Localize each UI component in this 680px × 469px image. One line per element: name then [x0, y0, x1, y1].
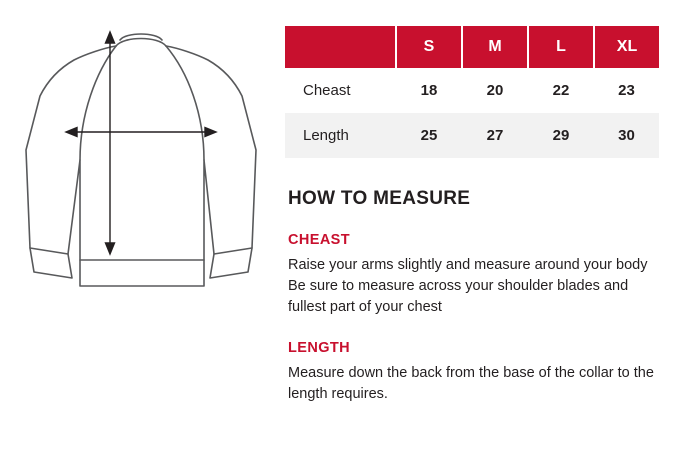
- table-row: [285, 68, 659, 113]
- table-header-size-l: L: [528, 26, 594, 68]
- cheast-value-l: 22: [528, 68, 594, 113]
- row-label-length: Length: [285, 113, 396, 158]
- chest-arrow-head-right: [205, 128, 216, 137]
- size-table-header: [285, 26, 659, 68]
- table-corner-cell: [285, 26, 396, 68]
- table-header-size-xl: XL: [594, 26, 659, 68]
- size-table: [285, 26, 659, 158]
- section-body-length: Measure down the back from the base of the collar to the length requires.: [288, 365, 654, 403]
- cheast-value-m: 20: [462, 68, 528, 113]
- length-arrow-head-top: [106, 32, 115, 43]
- length-value-l: 29: [528, 113, 594, 158]
- table-row: [285, 113, 659, 158]
- section-title-length: LENGTH: [288, 340, 351, 357]
- row-label-cheast: Cheast: [285, 68, 396, 113]
- table-header-row: [285, 26, 659, 68]
- cheast-value-xl: 23: [594, 68, 659, 113]
- table-header-size-s: S: [396, 26, 462, 68]
- chest-arrow-head-left: [66, 128, 77, 137]
- section-body-cheast: Raise your arms slightly and measure around your body Be sure to measure across your shoulder blades and fullest part of your chest: [288, 257, 648, 316]
- length-value-xl: 30: [594, 113, 659, 158]
- length-value-m: 27: [462, 113, 528, 158]
- cheast-value-s: 18: [396, 68, 462, 113]
- table-header-size-m: M: [462, 26, 528, 68]
- length-value-s: 25: [396, 113, 462, 158]
- size-table-body: [285, 68, 659, 158]
- section-title-cheast: CHEAST: [288, 232, 351, 248]
- how-to-measure-title: HOW TO MEASURE: [288, 188, 471, 209]
- illustration-panel: [0, 0, 282, 469]
- sweatshirt-line-drawing: [8, 10, 274, 310]
- length-arrow-head-bottom: [106, 243, 115, 254]
- content-panel: [282, 0, 680, 469]
